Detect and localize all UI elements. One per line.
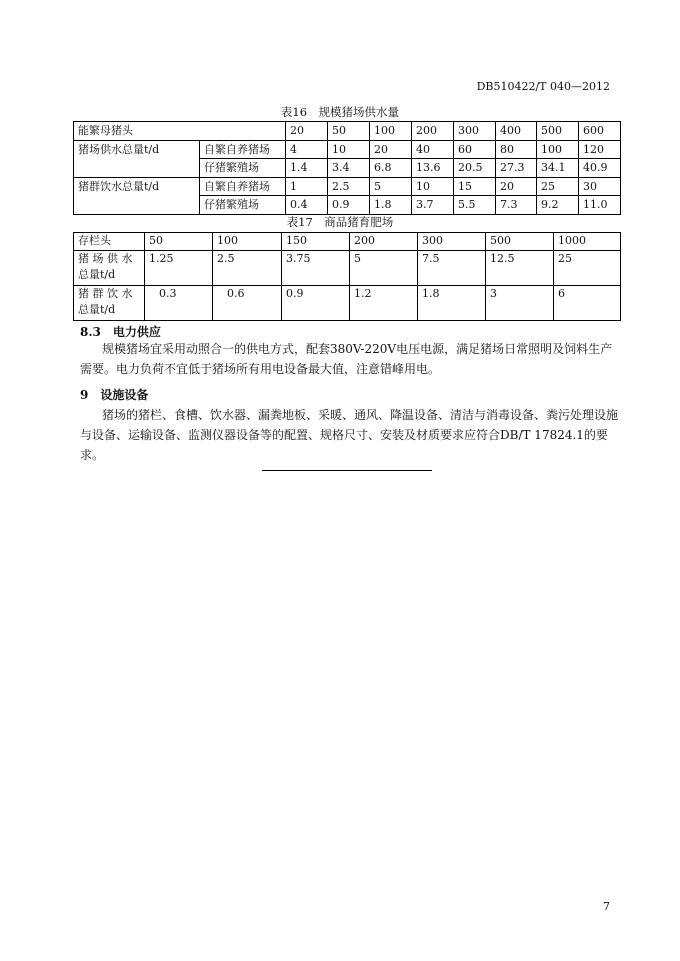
table17-cell: 3 [486,286,554,321]
table16-cell: 5.5 [454,196,496,215]
table16-column-header: 300 [454,122,496,141]
standard-code: DB510422/T 040—2012 [476,80,610,93]
table16-cell: 0.4 [286,196,328,215]
table16-cell: 2.5 [328,177,370,196]
table17-column-header: 200 [350,233,418,251]
table16-head-label: 能繁母猪头 [74,122,286,141]
table17-column-header: 100 [213,233,282,251]
table16-cell: 40 [412,140,454,159]
table17-cell: 0.6 [213,286,282,321]
table16-cell: 15 [454,177,496,196]
table16-header-row [74,122,621,141]
table17-header-row [74,233,621,251]
table16-column-header: 400 [496,122,537,141]
table16-cell: 30 [579,177,621,196]
table16-row-label: 仔猪繁殖场 [200,159,286,178]
table16-cell: 3.4 [328,159,370,178]
table17-cell: 6 [554,286,621,321]
table16-column-header: 50 [328,122,370,141]
table16-row-label: 自繁自养猪场 [200,177,286,196]
table-row [74,251,621,286]
table17-head-label: 存栏头 [74,233,145,251]
table16-column-header: 600 [579,122,621,141]
table16-cell: 100 [537,140,579,159]
table17-row-label: 猪 群 饮 水 总量t/d [74,286,145,321]
table17-column-header: 500 [486,233,554,251]
section-9-heading: 9 设施设备 [80,388,149,402]
table16-group-label: 猪场供水总量t/d [74,140,200,177]
section-8-3-heading: 8.3 电力供应 [80,325,161,339]
table16-cell: 1 [286,177,328,196]
table16-cell: 7.3 [496,196,537,215]
table-row [74,140,621,159]
table16-cell: 20.5 [454,159,496,178]
table16-cell: 27.3 [496,159,537,178]
end-rule [262,470,432,471]
table17-column-header: 150 [282,233,350,251]
table17-cell: 1.8 [418,286,486,321]
table17-cell: 7.5 [418,251,486,286]
table16-cell: 120 [579,140,621,159]
table17 [73,232,621,321]
table16-column-header: 200 [412,122,454,141]
table16-cell: 10 [412,177,454,196]
table16-group-label: 猪群饮水总量t/d [74,177,200,214]
table17-column-header: 50 [145,233,213,251]
table16-cell: 5 [370,177,412,196]
section-9-paragraph: 猪场的猪栏、食槽、饮水器、漏粪地板、采暖、通风、降温设备、清洁与消毒设备、粪污处理设施与设备、运输设备、监测仪器设备等的配置、规格尺寸、安装及材质要求应符合DB/T 17824.1的要求。 [80,408,619,462]
table16-row-label: 仔猪繁殖场 [200,196,286,215]
table16-cell: 10 [328,140,370,159]
table17-caption: 表17 商品猪育肥场 [286,215,394,229]
table16-cell: 4 [286,140,328,159]
table-row [74,286,621,321]
table17-row-label: 猪 场 供 水 总量t/d [74,251,145,286]
table17-cell: 1.2 [350,286,418,321]
table17-column-header: 300 [418,233,486,251]
table17-cell: 0.9 [282,286,350,321]
table16-cell: 80 [496,140,537,159]
table16-cell: 9.2 [537,196,579,215]
table16-cell: 0.9 [328,196,370,215]
table16-column-header: 100 [370,122,412,141]
table16-cell: 25 [537,177,579,196]
table16-cell: 20 [370,140,412,159]
table17-cell: 1.25 [145,251,213,286]
table17-cell: 5 [350,251,418,286]
table-row [74,177,621,196]
table16 [73,121,621,215]
table16-cell: 1.8 [370,196,412,215]
table16-cell: 11.0 [579,196,621,215]
table16-column-header: 20 [286,122,328,141]
table16-cell: 6.8 [370,159,412,178]
table16-cell: 34.1 [537,159,579,178]
table16-caption: 表16 规模猪场供水量 [280,105,400,119]
table16-cell: 40.9 [579,159,621,178]
table17-cell: 0.3 [145,286,213,321]
table17-cell: 2.5 [213,251,282,286]
table16-column-header: 500 [537,122,579,141]
table16-cell: 13.6 [412,159,454,178]
section-8-3-paragraph: 规模猪场宜采用动照合一的供电方式，配套380V-220V电压电源，满足猪场日常照明及饲料生产 需要。电力负荷不宜低于猪场所有用电设备最大值，注意错峰用电。 [80,342,613,376]
table17-cell: 25 [554,251,621,286]
table17-cell: 3.75 [282,251,350,286]
table17-column-header: 1000 [554,233,621,251]
table17-cell: 12.5 [486,251,554,286]
table16-cell: 1.4 [286,159,328,178]
table16-cell: 60 [454,140,496,159]
table16-row-label: 自繁自养猪场 [200,140,286,159]
page-number: 7 [603,900,610,913]
table16-cell: 20 [496,177,537,196]
table16-cell: 3.7 [412,196,454,215]
